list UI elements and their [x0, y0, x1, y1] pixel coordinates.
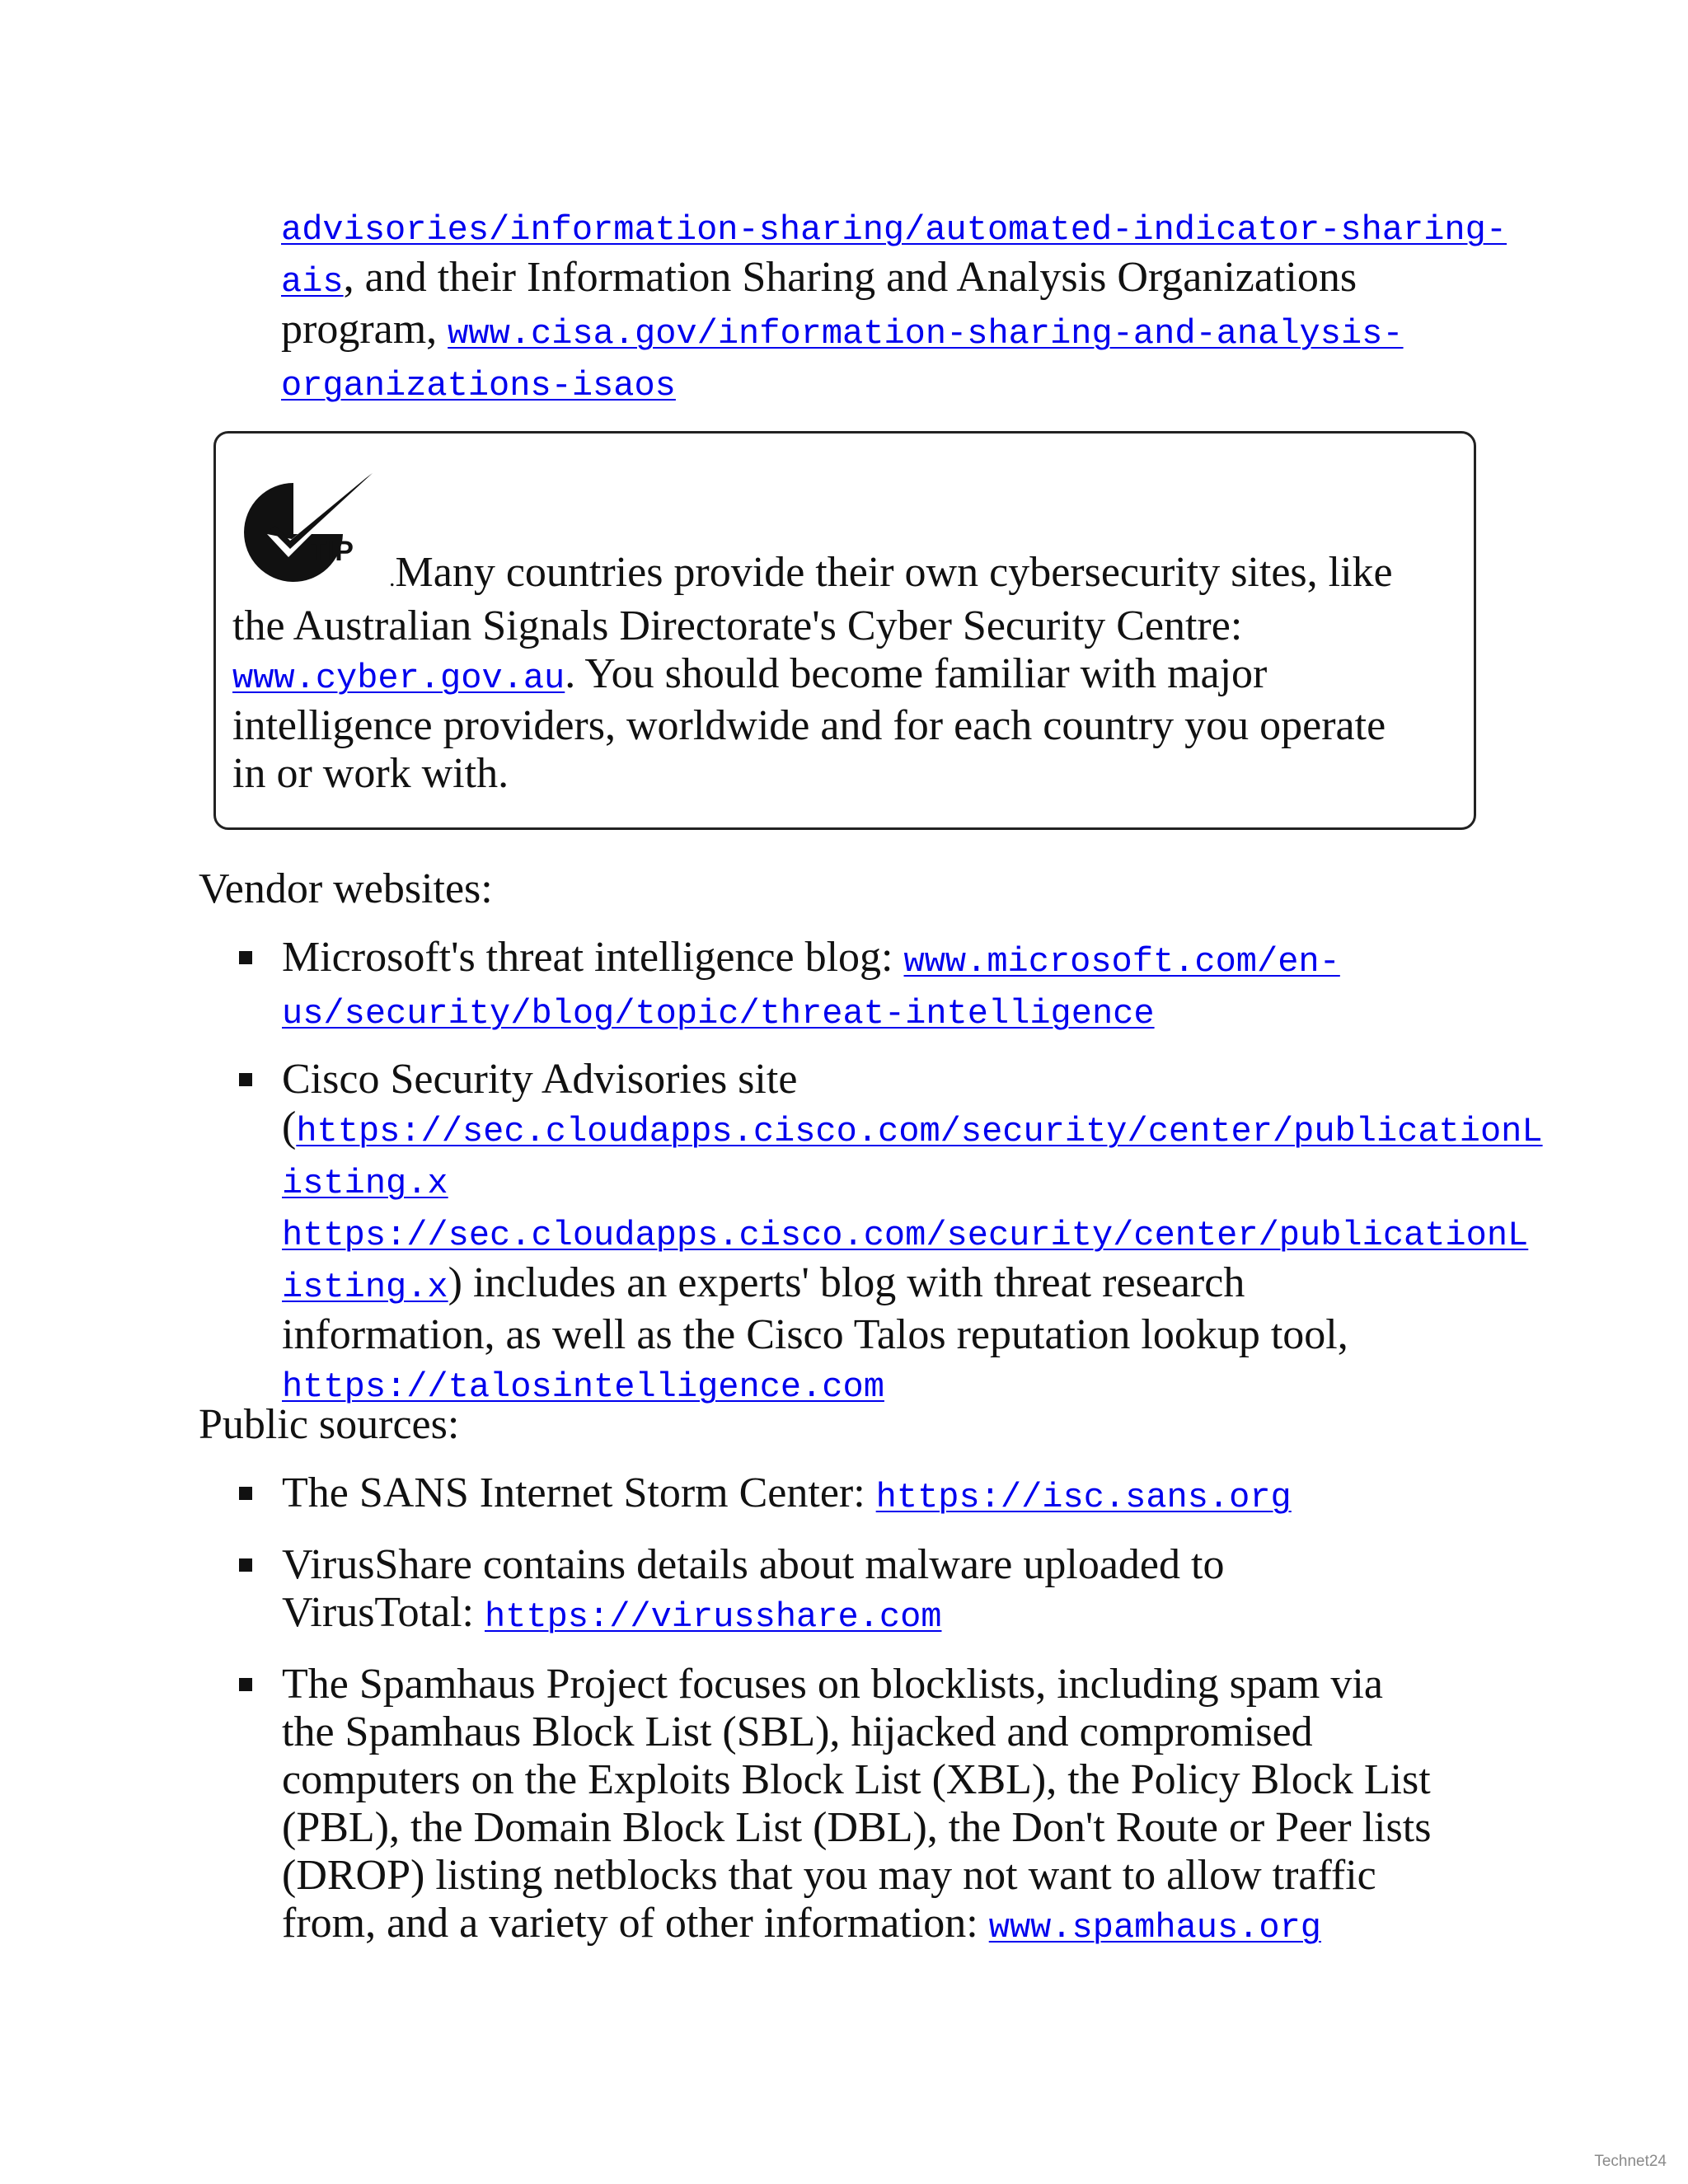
tip-text-3: . You should become familiar with major: [565, 650, 1268, 697]
intro-text-1: , and their Information Sharing and Analysis Organizations: [343, 254, 1357, 301]
vendor-websites-heading: Vendor websites:: [199, 865, 493, 912]
tip-dot: .: [389, 565, 396, 592]
public-sources-list: [239, 1469, 1525, 1952]
spamhaus-link[interactable]: www.spamhaus.org: [988, 1908, 1321, 1947]
bullet-icon: [239, 951, 252, 964]
list-item: [239, 934, 1525, 1038]
sans-link[interactable]: https://isc.sans.org: [875, 1478, 1292, 1517]
bullet-icon: [239, 1558, 252, 1572]
bullet-icon: [239, 1678, 252, 1691]
tip-text-4: intelligence providers, worldwide and for each country you operate: [232, 702, 1386, 749]
list-item: [239, 1056, 1543, 1411]
tip-icon-label: TIP: [310, 536, 354, 567]
tip-text-5: in or work with.: [232, 750, 509, 797]
cisco-link-1[interactable]: [282, 1112, 1543, 1203]
intro-text-2: program,: [281, 306, 448, 353]
talos-link[interactable]: https://talosintelligence.com: [282, 1367, 884, 1407]
list-item: [239, 1661, 1525, 1952]
intro-paragraph: [281, 202, 1567, 410]
spamhaus-text-2: the Spamhaus Block List (SBL), hijacked and compromised: [282, 1708, 1313, 1755]
cisco-link-2-line2: isting.x: [282, 1268, 448, 1307]
cisco-link-1-line2: isting.x: [282, 1164, 448, 1203]
public-sources-heading: Public sources:: [199, 1401, 460, 1448]
tip-text-2: the Australian Signals Directorate's Cyber Security Centre:: [232, 602, 1243, 649]
spamhaus-text-1: The Spamhaus Project focuses on blocklists, including spam via: [282, 1661, 1383, 1708]
cisco-link-2-line1: https://sec.cloudapps.cisco.com/security/center/publicationL: [282, 1216, 1529, 1255]
virusshare-link[interactable]: https://virusshare.com: [484, 1597, 942, 1637]
isaos-link[interactable]: [281, 314, 1404, 405]
bullet-icon: [239, 1487, 252, 1500]
isaos-link-line2: organizations-isaos: [281, 366, 676, 405]
vendor-list: [239, 934, 1543, 1411]
cisco-paren-open: (: [282, 1104, 297, 1151]
spamhaus-text-5: (DROP) listing netblocks that you may not want to allow traffic: [282, 1852, 1376, 1899]
ais-link-line2: ais: [281, 262, 344, 302]
cisco-text-1: Cisco Security Advisories site: [282, 1056, 798, 1103]
spamhaus-text-3: computers on the Exploits Block List (XBL), the Policy Block List: [282, 1756, 1431, 1803]
cisco-text-3: information, as well as the Cisco Talos reputation lookup tool,: [282, 1311, 1348, 1358]
watermark: Technet24: [1594, 2153, 1667, 2170]
isaos-link-line1: www.cisa.gov/information-sharing-and-analysis-: [448, 314, 1404, 354]
microsoft-text: Microsoft's threat intelligence blog:: [282, 934, 904, 981]
virusshare-text-2: VirusTotal:: [282, 1589, 485, 1636]
spamhaus-text-6: from, and a variety of other information:: [282, 1900, 989, 1947]
tip-text: [232, 549, 1461, 798]
spamhaus-text-4: (PBL), the Domain Block List (DBL), the Don't Route or Peer lists: [282, 1804, 1432, 1851]
virusshare-text-1: VirusShare contains details about malware uploaded to: [282, 1541, 1225, 1588]
list-item: [239, 1541, 1525, 1641]
sans-text: The SANS Internet Storm Center:: [282, 1469, 876, 1516]
ais-link-line1: advisories/information-sharing/automated-indicator-sharing-: [281, 210, 1507, 250]
cisco-link-1-line1: https://sec.cloudapps.cisco.com/security/center/publicationL: [296, 1112, 1543, 1151]
tip-text-1: Many countries provide their own cybersecurity sites, like: [395, 549, 1393, 596]
tip-box: [213, 431, 1476, 830]
cyber-gov-au-link[interactable]: www.cyber.gov.au: [232, 658, 565, 698]
bullet-icon: [239, 1073, 252, 1086]
list-item: [239, 1469, 1525, 1521]
microsoft-link-line2: us/security/blog/topic/threat-intelligence: [282, 994, 1155, 1033]
microsoft-link-line1: www.microsoft.com/en-: [903, 942, 1340, 982]
cisco-text-2: ) includes an experts' blog with threat research: [448, 1259, 1245, 1306]
